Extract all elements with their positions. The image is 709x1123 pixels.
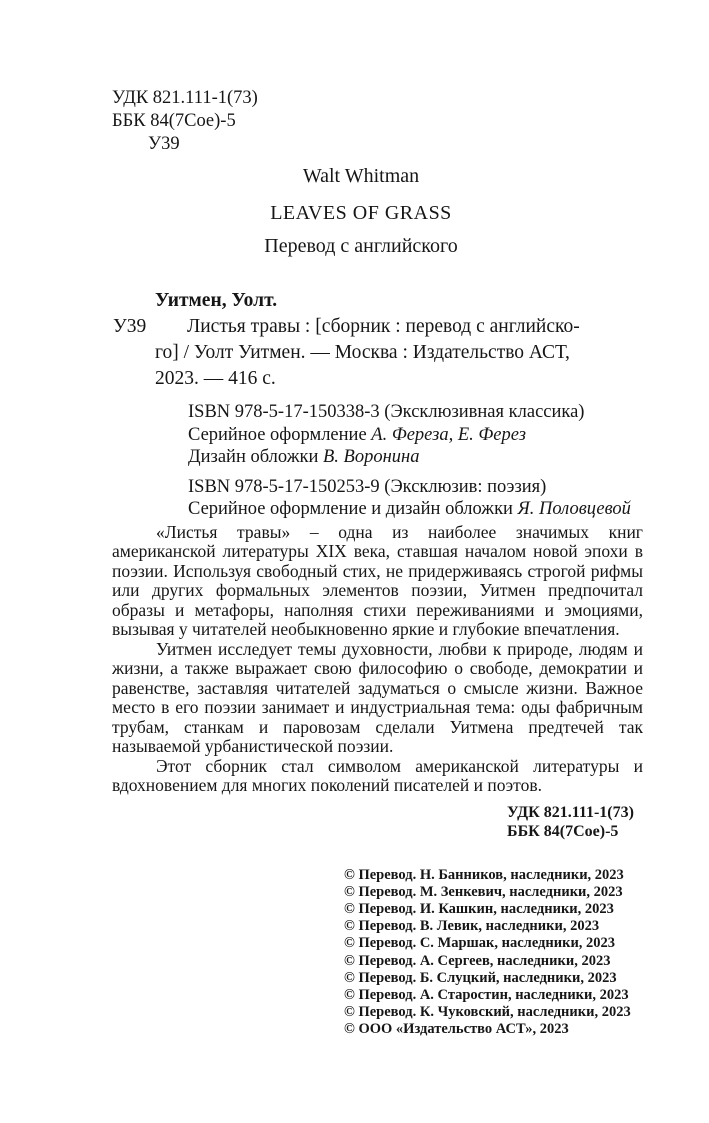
cover-design-names: В. Воронина xyxy=(322,447,420,467)
catalog-author: Уитмен, Уолт. xyxy=(155,290,278,311)
catalog-index: У39 xyxy=(113,316,147,337)
cover-design-line xyxy=(188,446,643,469)
copyright-line: © Перевод. А. Сергеев, наследники, 2023 xyxy=(344,952,611,969)
catalog-entry-line: Листья травы : [сборник : перевод с английско- xyxy=(187,316,580,337)
cover-design-label: Дизайн обложки xyxy=(188,447,319,467)
copyright-line: © Перевод. И. Кашкин, наследники, 2023 xyxy=(344,900,614,917)
series-design-line xyxy=(188,424,643,447)
poetry-design-line xyxy=(188,498,643,521)
title-block xyxy=(112,163,643,259)
book-title-latin: LEAVES OF GRASS xyxy=(270,202,452,224)
copyright-line: © Перевод. М. Зенкевич, наследники, 2023 xyxy=(344,883,623,900)
copyright-line: © Перевод. В. Левик, наследники, 2023 xyxy=(344,918,600,935)
annotation-paragraph-1: «Листья травы» – одна из наиболее значимых книг американской литературы XIX века, ставшая началом новой эпохи в поэзии. Используя свободный стих, не придерживаясь строгой рифмы или других формальных элементов поэзии, Уитмен предпочитал образы и метафоры, наполняя стихи переживаниями и эмоциями, вызывая у читателей необыкновенно яркие и глубокие впечатления. xyxy=(112,521,643,639)
catalog-entry-line: 2023. — 416 с. xyxy=(155,368,276,389)
annotation-paragraph-3: Этот сборник стал символом американской литературы и вдохновением для многих поколений писателей и поэтов. xyxy=(112,755,643,795)
copyright-line: © Перевод. К. Чуковский, наследники, 2023 xyxy=(344,1004,631,1021)
copyright-line: © Перевод. Б. Слуцкий, наследники, 2023 xyxy=(344,969,617,986)
edition-poetry-block xyxy=(188,476,643,521)
catalog-entry-line: го] / Уолт Уитмен. — Москва : Издательство АСТ, xyxy=(155,342,570,363)
poetry-design-label: Серийное оформление и дизайн обложки xyxy=(188,499,513,519)
copyright-line: © Перевод. С. Маршак, наследники, 2023 xyxy=(344,935,616,952)
copyright-line: © ООО «Издательство АСТ», 2023 xyxy=(344,1021,569,1038)
author-sign-code: У39 xyxy=(148,134,180,154)
copyright-line: © Перевод. Н. Банников, наследники, 2023 xyxy=(344,866,624,883)
series-design-label: Серийное оформление xyxy=(188,424,367,445)
poetry-design-names: Я. Половцевой xyxy=(517,499,631,519)
copyright-line: © Перевод. А. Старостин, наследники, 2023 xyxy=(344,986,629,1003)
translation-note: Перевод с английского xyxy=(264,235,458,257)
author-name-latin: Walt Whitman xyxy=(302,165,420,187)
page-content xyxy=(0,87,709,1039)
top-codes-block xyxy=(112,87,643,156)
bbk-code-bottom: ББК 84(7Сое)-5 xyxy=(507,822,619,840)
bottom-codes-block xyxy=(507,803,643,841)
catalog-entry xyxy=(112,314,643,392)
copyright-block xyxy=(344,867,643,1039)
bbk-code: ББК 84(7Сое)-5 xyxy=(112,111,236,131)
isbn-poetry: ISBN 978-5-17-150253-9 (Эксклюзив: поэзия) xyxy=(188,476,547,497)
isbn-classic: ISBN 978-5-17-150338-3 (Эксклюзивная классика) xyxy=(188,402,585,422)
edition-classic-block xyxy=(188,401,643,469)
udc-code-bottom: УДК 821.111-1(73) xyxy=(507,803,634,821)
annotation-paragraph-2: Уитмен исследует темы духовности, любви к природе, людям и жизни, а также выражает свою философию о свободе, демократии и равенстве, заставляя читателей задуматься о смысле жизни. Важное место в его поэзии занимает и индустриальная тема: оды фабричным трубам, станкам и паровозам сделали Уитмена предтечей так называемой урбанистической поэзии. xyxy=(112,638,643,756)
annotation-block xyxy=(112,523,643,796)
catalog-card xyxy=(112,288,643,392)
udc-code: УДК 821.111-1(73) xyxy=(112,88,258,108)
series-design-names: А. Фереза, Е. Ферез xyxy=(371,424,526,445)
